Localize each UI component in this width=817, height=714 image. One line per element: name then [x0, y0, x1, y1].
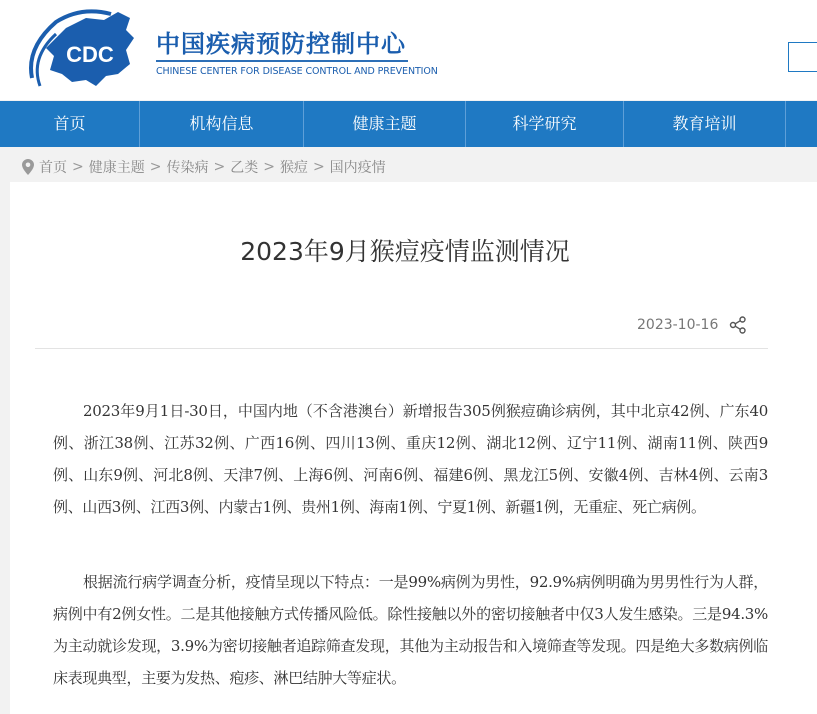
site-name-en: CHINESE CENTER FOR DISEASE CONTROL AND PREVENTION — [156, 66, 438, 77]
nav-item-education[interactable]: 教育培训 — [624, 101, 786, 147]
site-name-underline — [156, 60, 408, 62]
breadcrumb-separator: > — [72, 159, 84, 175]
article-paragraph: 2023年9月1日-30日，中国内地（不含港澳台）新增报告305例猴痘确诊病例，其中北京42例、广东40例、浙江38例、江苏32例、广西16例、四川13例、重庆12例、湖北12例、辽宁11例、湖南11例、陕西9例、山东9例、河北8例、天津7例、上海6例、河南6例、福建6例、黑龙江5例、安徽4例、吉林4例、云南3例、山西3例、江西3例、内蒙古1例、贵州1例、海南1例、宁夏1例、新疆1例，无重症、死亡病例。 — [53, 402, 768, 516]
breadcrumb — [22, 157, 386, 177]
breadcrumb-item-class-b[interactable]: 乙类 — [230, 160, 259, 176]
site-header — [0, 0, 817, 100]
breadcrumb-item-home[interactable]: 首页 — [39, 160, 67, 176]
nav-item-health-topics[interactable]: 健康主题 — [304, 101, 466, 147]
cdc-logo[interactable] — [26, 8, 141, 93]
title-divider — [35, 348, 768, 349]
article-date: 2023-10-16 — [637, 317, 719, 333]
logo-text: CDC — [66, 42, 114, 67]
breadcrumb-separator: > — [312, 159, 325, 175]
breadcrumb-item-infectious-disease[interactable]: 传染病 — [166, 160, 209, 176]
breadcrumb-separator: > — [149, 159, 162, 175]
breadcrumb-separator: > — [263, 159, 275, 175]
article-container — [10, 182, 817, 714]
site-name-cn: 中国疾病预防控制中心 — [156, 30, 406, 58]
breadcrumb-separator: > — [213, 159, 226, 175]
nav-item-home[interactable]: 首页 — [0, 101, 140, 147]
article-paragraph: 根据流行病学调查分析，疫情呈现以下特点：一是99%病例为男性，92.9%病例明确为男男性行为人群，病例中有2例女性。二是其他接触方式传播风险低。除性接触以外的密切接触者中仅3人发生感染。三是94.3%为主动就诊发现，3.9%为密切接触者追踪筛查发现，其他为主动报告和入境筛查等发现。四是绝大多数病例临床表现典型，主要为发热、疱疹、淋巴结肿大等症状。 — [53, 573, 768, 687]
share-icon[interactable] — [729, 316, 747, 334]
nav-item-research[interactable]: 科学研究 — [466, 101, 624, 147]
breadcrumb-item-health-topics[interactable]: 健康主题 — [88, 160, 145, 176]
main-nav — [0, 101, 817, 147]
location-pin-icon — [22, 159, 34, 175]
breadcrumb-item-mpox[interactable]: 猴痘 — [279, 160, 308, 176]
search-input[interactable] — [788, 42, 817, 72]
breadcrumb-item-domestic[interactable]: 国内疫情 — [329, 160, 386, 176]
nav-item-institution[interactable]: 机构信息 — [140, 101, 304, 147]
article-title: 2023年9月猴痘疫情监测情况 — [240, 237, 570, 266]
